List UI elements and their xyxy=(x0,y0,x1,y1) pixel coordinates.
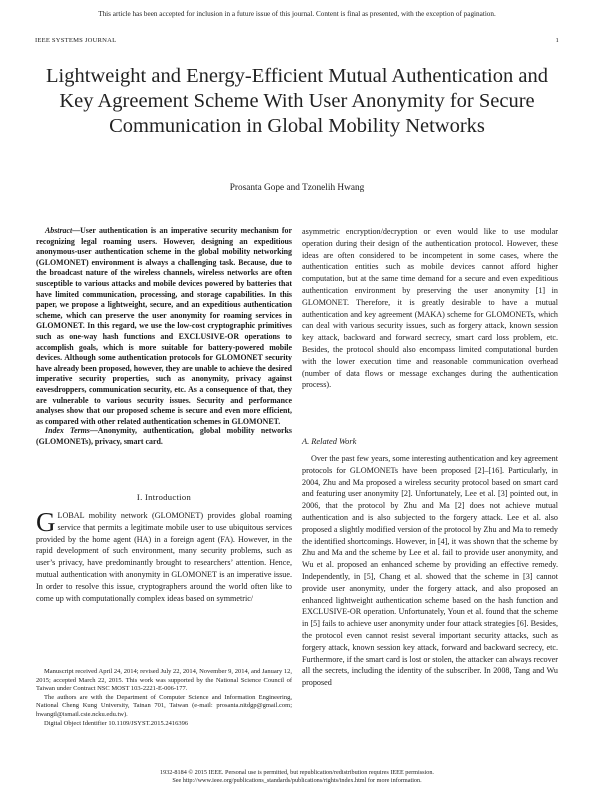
right-column-paragraph-1 xyxy=(302,226,558,391)
journal-name: IEEE SYSTEMS JOURNAL xyxy=(35,37,117,44)
right-column-paragraph-2 xyxy=(302,453,558,689)
footnote-manuscript: Manuscript received April 24, 2014; revised July 22, 2014, November 9, 2014, and January 12, 2015; accepted March 22, 2015. This work was supported by the National Science Council of Taiwan under Contract NSC MOST 103-2221-E-006-177. xyxy=(36,668,292,693)
section-heading-introduction: I. Introduction xyxy=(136,492,192,502)
right-paragraph-text-2: Over the past few years, some interesting authentication and key agreement protocols for GLOMONETs have been proposed [2]–[16]. Particularly, in 2004, Zhu and Ma proposed a wireless security protocol based on smart card and featuring user anonymity [2]. Unfortunately, Lee et al. [3] pointed out, in 2006, that the protocol by Zhu and Ma [2] does not achieve mutual authentication and is also subjected to the forgery attack. Lee et al. also proposed a slightly modified version of the protocol by Zhu and Ma to remedy the identified shortcomings. However, in [4], it was shown that the scheme by Zhu and Ma and the scheme by Lee et al. fail to provide user anonymity, and Wu et al. proposed an enhanced scheme by providing an effective remedy. Independently, in [5], Chang et al. showed that the scheme in [3] cannot provide user anonymity, under the forgery attack, and also proposed an enhanced lightweight authentication scheme based on the hash function and EXCLUSIVE-OR operation. Unfortunately, Youn et al. found that the scheme in [5] fails to achieve user anonymity under four attack strategies [6]. Besides, the protocol even cannot resist several important security attacks, such as forgery attack, known session key attack, forward and backward secrecy, etc. Furthermore, if the smart card is lost or stolen, the attacker can always recover all the secrets, including the identity of the subscriber. In 2008, Tang and Wu proposed xyxy=(302,454,558,688)
index-terms-label: Index Terms xyxy=(45,426,90,435)
acceptance-notice: This article has been accepted for inclusion in a future issue of this journal. Content is final as presented, with the exception of pagination. xyxy=(98,10,496,18)
footnote-affiliation: The authors are with the Department of Computer Science and Information Engineering, National Cheng Kung University, Tainan 701, Taiwan (e-mail: prosanta.nitdgp@gmail.com; hwangtl@ismail.csie.ncku.edu.tw). xyxy=(36,693,292,718)
copyright-footer xyxy=(0,769,594,785)
abstract-label: Abstract xyxy=(45,226,73,235)
copyright-line-1: 1932-8184 © 2015 IEEE. Personal use is permitted, but republication/redistribution requires IEEE permission. xyxy=(160,769,434,776)
abstract xyxy=(36,226,292,427)
index-terms xyxy=(36,426,292,447)
subsection-heading-related-work: A. Related Work xyxy=(302,437,357,446)
footnotes xyxy=(36,668,292,728)
drop-cap: G xyxy=(36,507,56,537)
introduction-paragraph xyxy=(36,507,292,604)
abstract-text: —User authentication is an imperative security mechanism for recognizing legal roaming users. However, designing an expeditious anonymous-user authentication scheme in the global mobility networking (GLOMONET) environment is always a challenging task. Because, due to the broadcast nature of the wireless channels, wireless networks are often susceptible to various attacks and mobile devices powered by batteries that have limited communication, processing, and storage capabilities. In this paper, we propose a lightweight, secure, and an expeditious authentication scheme, which can preserve the user anonymity for roaming services in GLOMONET. In this regard, we use the low-cost cryptographic primitives such as one-way hash functions and EXCLUSIVE-OR operations to accomplish goals, which is more suitable for battery-powered mobile devices. Although some authentication protocols for GLOMONET security have already been proposed, however, they are unable to achieve the desired imperative security properties, such as anonymity, privacy against eavesdroppers, communication security, etc. As a consequence of that, they are vulnerable to various security issues. Security and performance analyses show that our proposed scheme is secure and even more efficient, as compared with other related authentication schemes in GLOMONET. xyxy=(36,226,292,426)
introduction-text: LOBAL mobility network (GLOMONET) provides global roaming service that permits a legitimate mobile user to use ubiquitous services provided by the home agent (HA) in a foreign agent (FA). However, in the rapid development of such environment, many security problems, such as user’s privacy, have predominantly brought to researchers’ attention. Hence, mutual authentication with anonymity in GLOMONET is an imperative issue. In order to resolve this issue, cryptographers around the world often like to come up with computationally complex ideas based on symmetric/ xyxy=(36,511,292,603)
footnote-doi: Digital Object Identifier 10.1109/JSYST.2015.2416396 xyxy=(44,719,189,727)
running-header xyxy=(35,37,559,44)
index-terms-text: —Anonymity, authentication, global mobility networks (GLOMONETs), privacy, smart card. xyxy=(36,426,292,446)
right-paragraph-text-1: asymmetric encryption/decryption or even would like to use modular operation during their design of the authentication protocol. However, these ideas are often considered to be incompetent in some cases, where the authentication entities such as mobile devices cannot afford higher computation, but at the same time demand for a secure and even expeditious authentication environment by preserving the user anonymity [1] in GLOMONET. Therefore, it is greatly desirable to have a mutual authentication and key agreement (MAKA) scheme for GLOMONETs, which can deal with various security issues, such as forgery attack, known session key attack, backward and forward secrecy, smart card loss problem, etc. Besides, the protocol should also encompass limited computational burden with the lower execution time and reasonable communication overhead (number of data flows or message exchanges during the authentication process). xyxy=(302,227,558,390)
copyright-line-2: See http://www.ieee.org/publications_standards/publications/rights/index.html for more information. xyxy=(172,777,422,784)
paper-title: Lightweight and Energy-Efficient Mutual Authentication and Key Agreement Scheme With User Anonymity for Secure Communication in Global Mobility Networks xyxy=(46,65,548,137)
author-list: Prosanta Gope and Tzonelih Hwang xyxy=(229,183,365,193)
page-number: 1 xyxy=(555,37,559,44)
